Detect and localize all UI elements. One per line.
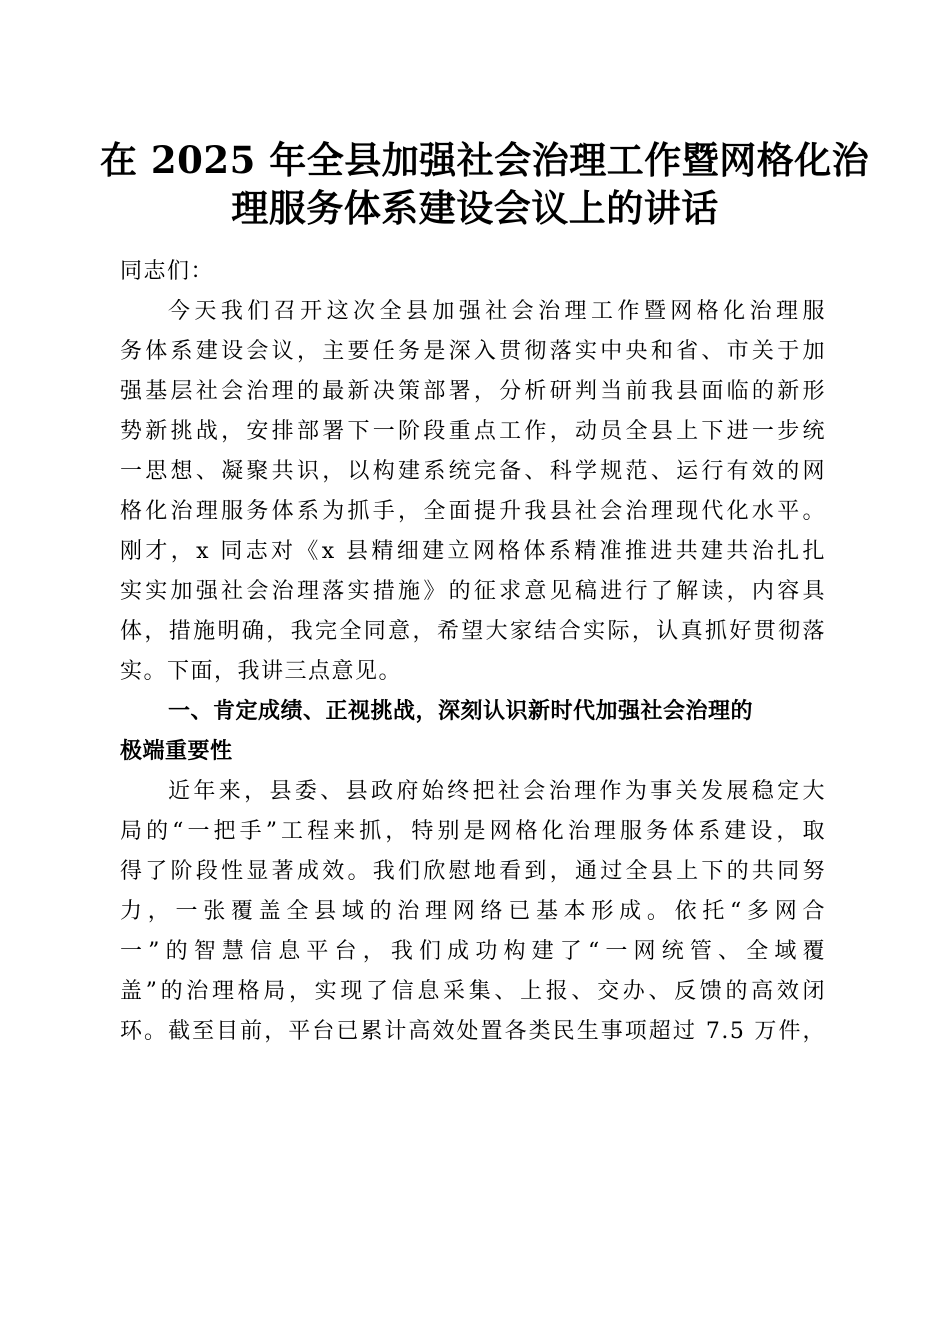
paragraph-line: 一”的智慧信息平台，我们成功构建了“一网统管、全域覆 [120, 939, 826, 964]
paragraph-line: 环。截至目前，平台已累计高效处置各类民生事项超过 7.5 万件， [120, 1019, 826, 1044]
paragraph-line: 务体系建设会议，主要任务是深入贯彻落实中央和省、市关于加 [120, 339, 826, 364]
paragraph-line: 实实加强社会治理落实措施》的征求意见稿进行了解读，内容具 [120, 579, 826, 604]
section-heading-line: 一、肯定成绩、正视挑战，深刻认识新时代加强社会治理的 [168, 699, 754, 724]
paragraph-intro [120, 292, 826, 692]
paragraph-line: 局的“一把手”工程来抓，特别是网格化治理服务体系建设，取 [120, 819, 826, 844]
paragraph-line: 体，措施明确，我完全同意，希望大家结合实际，认真抓好贯彻落 [120, 619, 826, 644]
section-heading-line: 极端重要性 [120, 739, 233, 764]
paragraph-line: 盖”的治理格局，实现了信息采集、上报、交办、反馈的高效闭 [120, 979, 826, 1004]
title-line-2: 理服务体系建设会议上的讲话 [231, 186, 719, 230]
paragraph-line: 实。下面，我讲三点意见。 [120, 659, 403, 684]
salutation: 同志们： [120, 259, 215, 284]
title-line-1: 在 2025 年全县加强社会治理工作暨网格化治 [100, 138, 870, 182]
paragraph-line: 近年来，县委、县政府始终把社会治理作为事关发展稳定大 [168, 779, 826, 804]
paragraph-line: 强基层社会治理的最新决策部署，分析研判当前我县面临的新形 [120, 379, 826, 404]
document-body [120, 252, 826, 1052]
paragraph-line: 得了阶段性显著成效。我们欣慰地看到，通过全县上下的共同努 [120, 859, 826, 884]
paragraph-line: 势新挑战，安排部署下一阶段重点工作，动员全县上下进一步统 [120, 419, 826, 444]
paragraph-line: 今天我们召开这次全县加强社会治理工作暨网格化治理服 [168, 299, 826, 324]
paragraph-line: 刚才，x 同志对《x 县精细建立网格体系精准推进共建共治扎扎 [120, 539, 826, 564]
paragraph-achievements [120, 772, 826, 1052]
paragraph-line: 力，一张覆盖全县域的治理网络已基本形成。依托“多网合 [120, 899, 826, 924]
paragraph-line: 一思想、凝聚共识，以构建系统完备、科学规范、运行有效的网 [120, 459, 826, 484]
paragraph-line: 格化治理服务体系为抓手，全面提升我县社会治理现代化水平。 [120, 499, 826, 524]
section-heading-1 [120, 692, 826, 772]
document-title [100, 136, 870, 232]
